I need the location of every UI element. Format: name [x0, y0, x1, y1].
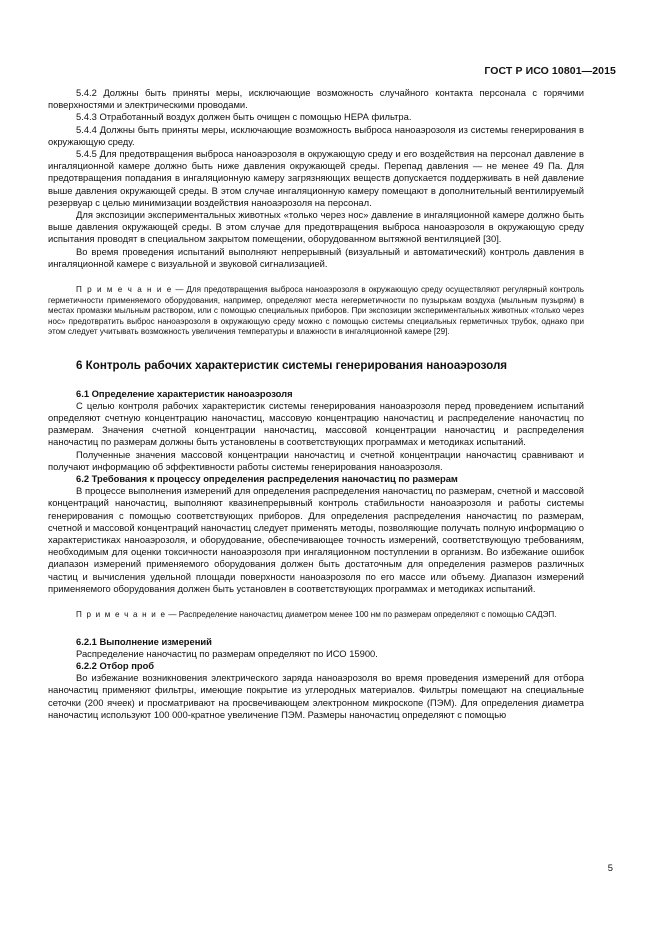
paragraph-nose-only: Для экспозиции экспериментальных животных «только через нос» давление в ингаляционной камере должно быть выше давления окружающей среды. В этом случае для предотвращения выброса наноаэрозоля в окружающую среду испытания проводят в специальном закрытом помещении, оборудованном вытяжной вентиляцией [30]. [48, 209, 584, 245]
note-1-label: П р и м е ч а н и е [76, 285, 173, 295]
note-1 [48, 285, 584, 338]
note-2-label: П р и м е ч а н и е [76, 610, 167, 619]
heading-6-2-2: 6.2.2 Отбор проб [76, 659, 155, 671]
clause-5-4-5: 5.4.5 Для предотвращения выброса наноаэрозоля в окружающую среду и его воздействия на персонал давление в ингаляционной камере должно быть ниже давления окружающей среды. Перепад давления — не менее 49 Па. Для предотвращения попадания в ингаляционную камеру загрязняющих веществ допускается поддерживать в ней давление выше давления окружающей среды. В этом случае ингаляционную камеру помещают в дополнительный вентилируемый резервуар с целью минимизации воздействия наноаэрозоля на персонал. [48, 148, 584, 208]
heading-6-2: 6.2 Требования к процессу определения распределения наночастиц по размерам [76, 472, 458, 484]
note-1-text: — Для предотвращения выброса наноаэрозоля в окружающую среду осуществляют регулярный контроль герметичности применяемого оборудования, например, определяют места негерметичности по пузырькам воздуха (мыльным пузырям) в местах промазки мыльным раствором, или с помощью специальных приборов. При экспозиции экспериментальных животных «только через нос» предотвратить выброс наноаэрозоля в окружающую среду можно с помощью системы специальных герметичных трубок, однако при этом следует учитывать возможность увеличения температуры и влажности в ингаляционной камере [29]. [48, 285, 584, 337]
clause-5-4-3: 5.4.3 Отработанный воздух должен быть очищен с помощью НЕРА фильтра. [76, 111, 412, 123]
paragraph-monitoring: Во время проведения испытаний выполняют непрерывный (визуальный и автоматический) контроль давления в ингаляционной камере с визуальной и звуковой сигнализацией. [48, 245, 584, 269]
heading-6-1: 6.1 Определение характеристик наноаэрозоля [76, 387, 293, 399]
standard-code: ГОСТ Р ИСО 10801—2015 [484, 65, 616, 77]
clause-6-2-1: Распределение наночастиц по размерам определяют по ИСО 15900. [76, 647, 378, 659]
note-2 [48, 610, 584, 621]
clause-5-4-4: 5.4.4 Должны быть приняты меры, исключающие возможность выброса наноаэрозоля из системы генерирования в окружающую среду. [48, 123, 584, 147]
heading-6-2-1: 6.2.1 Выполнение измерений [76, 635, 212, 647]
clause-6-2-2: Во избежание возникновения электрического заряда наноаэрозоля во время проведения измерений для отбора наночастиц применяют фильтры, имеющие покрытие из углеродных материалов. Фильтры помещают на специальные сеточки (200 ячеек) и просматривают на просвечивающем электронном микроскопе (ПЭМ). Для определения диаметра наночастиц используют 100 000-кратное увеличение ПЭМ. Размеры наночастиц определяют с помощью [48, 672, 584, 720]
page-number: 5 [607, 862, 613, 873]
clause-6-1-b: Полученные значения массовой концентрации наночастиц и счетной концентрации наночастиц сравнивают и получают информацию об эффективности работы системы генерирования наноаэрозоля. [48, 448, 584, 472]
page-body [48, 87, 584, 721]
note-2-text: — Распределение наночастиц диаметром менее 100 нм по размерам определяют с помощью САДЭП. [166, 610, 557, 619]
clause-6-1-a: С целью контроля рабочих характеристик системы генерирования наноаэрозоля перед проведением испытаний определяют счетную концентрацию наночастиц, массовую концентрацию наночастиц и распределение наночастиц по размерам. Значения счетной концентрации наночастиц, массовой концентрации наночастиц и распределения наночастиц по размерам должны быть установлены в соответствующих программах и методиках испытаний. [48, 399, 584, 448]
clause-5-4-2: 5.4.2 Должны быть приняты меры, исключающие возможность случайного контакта персонала с горячими поверхностями и электрическими проводами. [48, 87, 584, 111]
clause-6-2: В процессе выполнения измерений для определения распределения наночастиц по размерам, счетной и массовой концентраций наночастиц, выполняют квазинепрерывный контроль стабильности наноаэрозоля и работы системы генерирования с помощью соответствующих приборов. Для определения распределения наночастиц по размерам, счетной и массовой концентраций наночастиц следует применять методы, позволяющие получать полную информацию о характеристиках наноаэрозоля, и оборудование, обеспечивающее точность измерений, соответствующую требованиям, необходимым для оценки токсичности наноаэрозоля при ингаляционном поступлении в организм. Во избежание ошибок диапазон измерений применяемого оборудования должен быть достаточным для определения размеров различных частиц и вычисления удельной площади поверхности наноаэрозоля по его массе или объему. Диапазон измерений применяемого оборудования должен быть установлен в соответствующих программах и методиках испытаний. [48, 485, 584, 594]
section-6-title: 6 Контроль рабочих характеристик системы генерирования наноаэрозоля [76, 358, 508, 372]
